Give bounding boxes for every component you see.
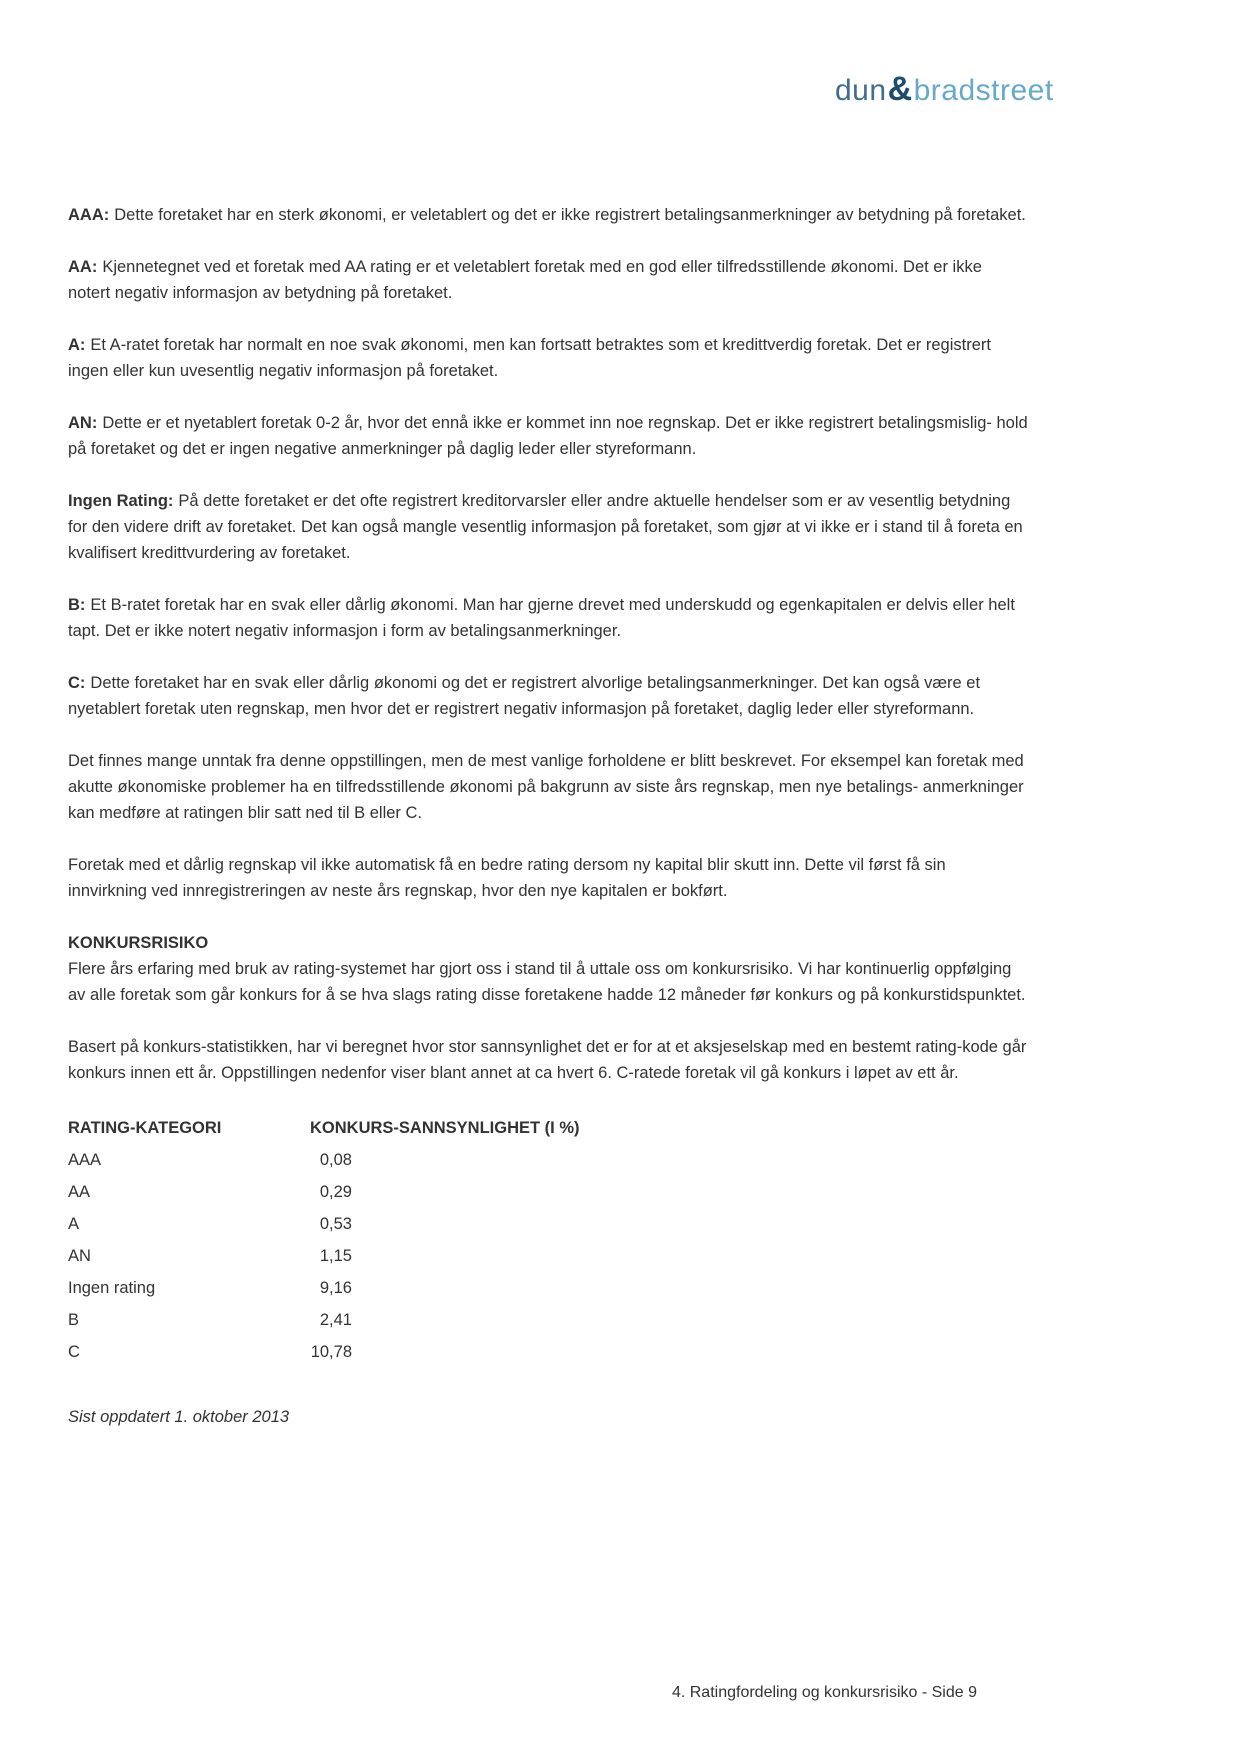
table-header-row: [68, 1112, 1028, 1144]
rating-text-aaa: Dette foretaket har en sterk økonomi, er veletablert og det er ikke registrert betalingsanmerkninger av betydning på foretaket.: [114, 206, 1026, 224]
table-cell-category: AAA: [68, 1151, 102, 1169]
paragraph-new-capital: Foretak med et dårlig regnskap vil ikke automatisk få en bedre rating dersom ny kapital blir skutt inn. Dette vil først få sin innvirkning ved innregistreringen av neste års regnskap, hvor den nye kapitalen er bokført.: [68, 856, 946, 900]
paragraph-rating-aa: [68, 254, 1028, 306]
logo-text-bradstreet: bradstreet: [913, 74, 1054, 107]
rating-label-aaa: AAA:: [68, 206, 110, 224]
table-row: [68, 1304, 1028, 1336]
page-footer: 4. Ratingfordeling og konkursrisiko - Side 9: [671, 1684, 977, 1701]
table-row: [68, 1176, 1028, 1208]
table-cell-value: 0,53: [319, 1215, 352, 1233]
table-cell-category: AA: [68, 1183, 91, 1201]
paragraph-rating-c: [68, 670, 1028, 722]
table-cell-category: Ingen rating: [68, 1279, 156, 1297]
rating-text-a: Et A-ratet foretak har normalt en noe svak økonomi, men kan fortsatt betraktes som et kredittverdig foretak. Det er registrert ingen eller kun uvesentlig negativ informasjon på foretaket.: [68, 336, 991, 380]
paragraph-rating-b: [68, 592, 1028, 644]
table-cell-value: 1,15: [319, 1247, 352, 1265]
table-row: [68, 1336, 1028, 1368]
rating-label-ingen: Ingen Rating:: [68, 492, 174, 510]
table-cell-value: 10,78: [310, 1343, 352, 1361]
paragraph-rating-a: [68, 332, 1028, 384]
table-row: [68, 1240, 1028, 1272]
rating-text-ingen: På dette foretaket er det ofte registrert kreditorvarsler eller andre aktuelle hendelser som er av vesentlig betydning for den videre drift av foretaket. Det kan også mangle vesentlig informasjon på foretaket, som gjør at vi ikke er i stand til å foreta en kvalifisert kredittvurdering av foretaket.: [68, 492, 1023, 562]
table-cell-value: 0,08: [319, 1151, 352, 1169]
paragraph-rating-ingen: [68, 488, 1028, 566]
table-header-konkurs-sannsynlighet: KONKURS-SANNSYNLIGHET (I %): [310, 1119, 580, 1137]
table-cell-category: A: [68, 1215, 80, 1233]
rating-label-a: A:: [68, 336, 86, 354]
paragraph-exceptions: Det finnes mange unntak fra denne oppstillingen, men de mest vanlige forholdene er blitt beskrevet. For eksempel kan foretak med akutte økonomiske problemer ha en tilfredsstillende økonomi på bakgrunn av siste års regnskap, men nye betalings- anmerkninger kan medføre at ratingen blir satt ned til B eller C.: [68, 752, 1024, 822]
table-row: [68, 1272, 1028, 1304]
rating-text-aa: Kjennetegnet ved et foretak med AA rating er et veletablert foretak med en god eller tilfredsstillende økonomi. Det er ikke notert negativ informasjon av betydning på foretaket.: [68, 258, 982, 302]
rating-label-c: C:: [68, 674, 86, 692]
table-row: [68, 1144, 1028, 1176]
rating-label-b: B:: [68, 596, 86, 614]
logo-text-dun: dun: [835, 74, 887, 107]
table-row: [68, 1208, 1028, 1240]
table-cell-category: C: [68, 1343, 80, 1361]
table-cell-value: 9,16: [319, 1279, 352, 1297]
section-heading-konkursrisiko: KONKURSRISIKO: [68, 934, 209, 952]
table-cell-category: AN: [68, 1247, 91, 1265]
rating-text-b: Et B-ratet foretak har en svak eller dårlig økonomi. Man har gjerne drevet med underskudd og egenkapitalen er delvis eller helt tapt. Det er ikke notert negativ informasjon i form av betalingsanmerkninger.: [68, 596, 1015, 640]
rating-label-aa: AA:: [68, 258, 98, 276]
table-cell-value: 0,29: [319, 1183, 352, 1201]
rating-label-an: AN:: [68, 414, 98, 432]
paragraph-konkursrisiko-1: Flere års erfaring med bruk av rating-systemet har gjort oss i stand til å uttale oss om konkursrisiko. Vi har kontinuerlig oppfølging av alle foretak som går konkurs for å se hva slags rating disse foretakene hadde 12 måneder før konkurs og på konkurstidspunktet.: [68, 960, 1026, 1004]
document-body: [68, 0, 1028, 1456]
paragraph-rating-an: [68, 410, 1028, 462]
rating-text-an: Dette er et nyetablert foretak 0-2 år, hvor det ennå ikke er kommet inn noe regnskap. Det er ikke registrert betalingsmislig- hold på foretaket og det er ingen negative anmerkninger på daglig leder eller styreformann.: [68, 414, 1028, 458]
last-updated-note: Sist oppdatert 1. oktober 2013: [68, 1408, 290, 1426]
logo-ampersand-icon: &: [887, 70, 913, 108]
table-cell-value: 2,41: [319, 1311, 352, 1329]
rating-probability-table: [68, 1112, 1028, 1368]
table-cell-category: B: [68, 1311, 80, 1329]
paragraph-rating-aaa: [68, 202, 1028, 228]
table-header-rating-kategori: RATING-KATEGORI: [68, 1119, 222, 1137]
paragraph-konkursrisiko-2: Basert på konkurs-statistikken, har vi beregnet hvor stor sannsynlighet det er for at et aksjeselskap med en bestemt rating-kode går konkurs innen ett år. Oppstillingen nedenfor viser blant annet at ca hvert 6. C-ratede foretak vil gå konkurs i løpet av ett år.: [68, 1038, 1027, 1082]
rating-text-c: Dette foretaket har en svak eller dårlig økonomi og det er registrert alvorlige betalingsanmerkninger. Det kan også være et nyetablert foretak uten regnskap, men hvor det er registrert negativ informasjon på foretaket, daglig leder eller styreformann.: [68, 674, 981, 718]
